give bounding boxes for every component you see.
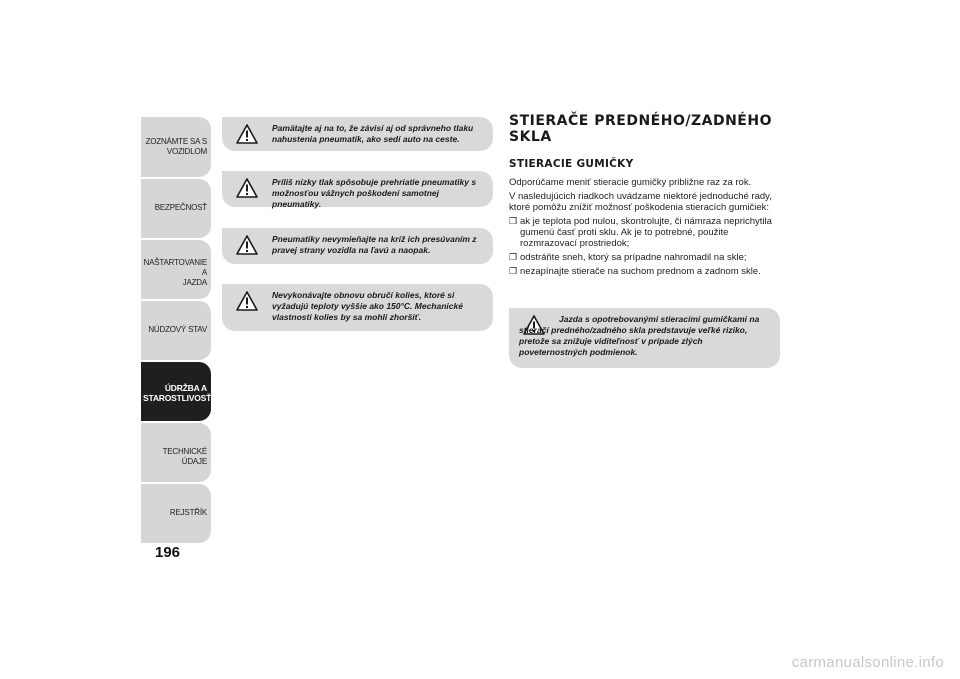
list-item (509, 252, 784, 263)
tab-label: BEZPEČNOSŤ (154, 203, 207, 212)
warning-box (222, 117, 493, 151)
warning-box (222, 228, 493, 264)
tab-zoznamte-sa[interactable] (141, 117, 211, 177)
tab-technicke-udaje[interactable] (141, 423, 211, 482)
warning-box (222, 284, 493, 331)
tab-nastartovanie[interactable] (141, 240, 211, 299)
list-item-text: odstráňte sneh, ktorý sa prípadne nahromadil na skle; (520, 252, 747, 263)
warning-box (222, 171, 493, 207)
tab-label: ZOZNÁMTE SA S VOZIDLOM (145, 137, 207, 156)
checkbox-bullet-icon: ❒ (509, 266, 518, 276)
paragraph: Odporúčame meniť stieracie gumičky približne raz za rok. (509, 177, 752, 188)
warning-triangle-icon (236, 291, 258, 311)
list-item-text: nezapínajte stierače na suchom prednom a zadnom skle. (520, 266, 761, 277)
tab-label: ÚDRŽBA A STAROSTLIVOSŤ (143, 383, 212, 403)
section-body (509, 177, 784, 280)
warning-triangle-icon (236, 235, 258, 255)
section-title: STIERAČE PREDNÉHO/ZADNÉHO SKLA (509, 113, 772, 145)
tab-rejstrik[interactable] (141, 484, 211, 543)
tab-label: NAŠTARTOVANIE A JAZDA (143, 258, 207, 287)
tips-list (509, 216, 784, 277)
warning-triangle-icon (236, 124, 258, 144)
section-tabs (141, 117, 211, 545)
warning-box (509, 308, 780, 368)
tab-label: TECHNICKÉ ÚDAJE (162, 447, 207, 466)
checkbox-bullet-icon: ❒ (509, 252, 518, 262)
tab-label: REJSTŘÍK (169, 508, 207, 517)
list-item (509, 266, 784, 277)
checkbox-bullet-icon: ❒ (509, 216, 518, 226)
tab-label: NÚDZOVÝ STAV (148, 325, 207, 334)
watermark: carmanualsonline.info (791, 654, 944, 671)
warning-triangle-icon (236, 178, 258, 198)
page-number: 196 (155, 544, 181, 561)
warning-text: Pamätajte aj na to, že závisí aj od správneho tlaku nahustenia pneumatík, ako sedí auto na ceste. (272, 123, 474, 144)
list-item (509, 216, 784, 249)
warning-text: Pneumatiky nevymieňajte na kríž ich presúvaním z pravej strany vozidla na ľavú a naopak. (272, 234, 477, 255)
warning-text: Nevykonávajte obnovu obručí kolies, ktoré si vyžadujú teploty vyššie ako 150°C. Mechanické vlastnosti kolies by sa mohli zhoršiť. (272, 290, 463, 322)
list-item-text: ak je teplota pod nulou, skontrolujte, či námraza neprichytila gumenú časť proti sklu. Ak je to potrebné, použite rozmrazovací prostriedok; (520, 216, 772, 249)
tab-udrzba[interactable] (141, 362, 211, 421)
warning-text: Príliš nízky tlak spôsobuje prehriatie pneumatiky s možnosťou vážnych poškodení samotnej pneumatiky. (272, 177, 477, 209)
tab-bezpecnost[interactable] (141, 179, 211, 238)
warning-text: Jazda s opotrebovanými stieracími gumičkami na stieračí predného/zadného skla predstavuje veľké riziko, pretože sa znižuje viditeľnosť v prípade zlých poveternostných podmienok. (519, 314, 760, 357)
paragraph: V nasledujúcich riadkoch uvádzame niektoré jednoduché rady, ktoré pomôžu znížiť možnosť poškodenia stieracích gumičiek: (509, 191, 772, 213)
section-subtitle: STIERACIE GUMIČKY (509, 158, 634, 170)
tab-nudzovy-stav[interactable] (141, 301, 211, 360)
